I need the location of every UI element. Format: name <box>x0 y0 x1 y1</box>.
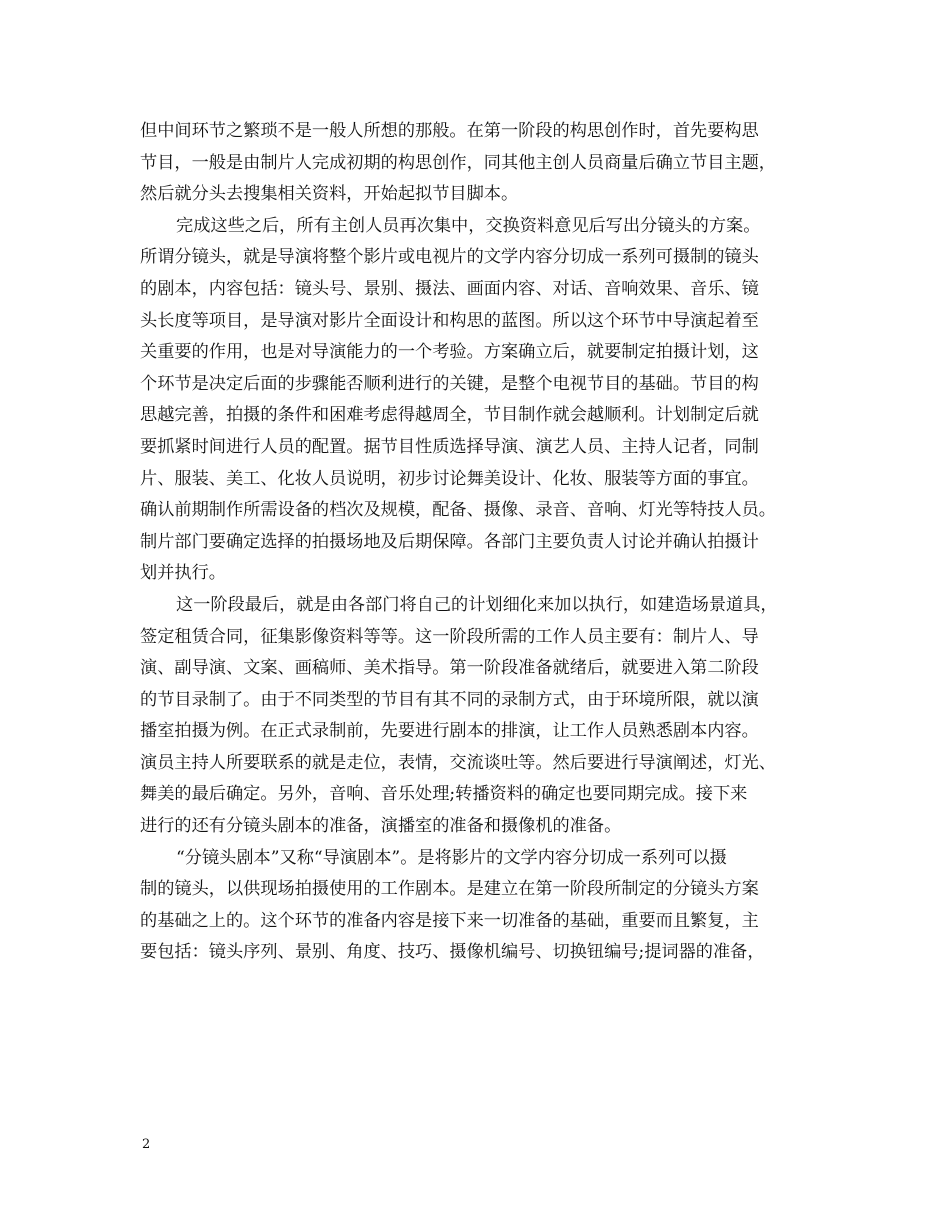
text-line: 签定租赁合同，征集影像资料等等。这一阶段所需的工作人员主要有：制片人、导 <box>140 626 759 647</box>
text-line: 播室拍摄为例。在正式录制前，先要进行剧本的排演，让工作人员熟悉剧本内容。 <box>140 721 759 742</box>
text-line: 关重要的作用，也是对导演能力的一个考验。方案确立后，就要制定拍摄计划，这 <box>140 342 759 363</box>
text-line: 要抓紧时间进行人员的配置。据节目性质选择导演、演艺人员、主持人记者，同制 <box>140 436 759 457</box>
text-line: 制的镜头，以供现场拍摄使用的工作剧本。是建立在第一阶段所制定的分镜头方案 <box>140 879 759 900</box>
text-line: 思越完善，拍摄的条件和困难考虑得越周全，节目制作就会越顺利。计划制定后就 <box>140 405 759 426</box>
text-line: 片、服装、美工、化妆人员说明，初步讨论舞美设计、化妆、服装等方面的事宜。 <box>140 468 759 489</box>
text-line: 进行的还有分镜头剧本的准备，演播室的准备和摄像机的准备。 <box>140 816 622 837</box>
body-text <box>140 116 810 969</box>
page-number: 2 <box>142 1137 151 1152</box>
text-line: “分镜头剧本”又称“导演剧本”。是将影片的文学内容分切成一系列可以摄 <box>176 847 727 868</box>
text-line: 的节目录制了。由于不同类型的节目有其不同的录制方式，由于环境所限，就以演 <box>140 689 759 710</box>
text-line: 演员主持人所要联系的就是走位，表情，交流谈吐等。然后要进行导演阐述，灯光、 <box>140 752 776 773</box>
text-line: 然后就分头去搜集相关资料，开始起拟节目脚本。 <box>140 184 519 205</box>
text-line: 要包括：镜头序列、景别、角度、技巧、摄像机编号、切换钮编号;提词器的准备， <box>140 942 765 963</box>
text-line: 的剧本，内容包括：镜头号、景别、摄法、画面内容、对话、音响效果、音乐、镜 <box>140 278 759 299</box>
text-line: 确认前期制作所需设备的档次及规模，配备、摄像、录音、音响、灯光等特技人员。 <box>140 500 776 521</box>
text-line: 节目，一般是由制片人完成初期的构思创作，同其他主创人员商量后确立节目主题， <box>140 152 776 173</box>
text-line: 但中间环节之繁琐不是一般人所想的那般。在第一阶段的构思创作时，首先要构思 <box>140 121 759 141</box>
text-line: 所谓分镜头，就是导演将整个影片或电视片的文学内容分切成一系列可摄制的镜头 <box>140 247 759 268</box>
text-line: 完成这些之后，所有主创人员再次集中，交换资料意见后写出分镜头的方案。 <box>176 215 761 236</box>
text-line: 划并执行。 <box>140 563 226 584</box>
text-line: 个环节是决定后面的步骤能否顺利进行的关键，是整个电视节目的基础。节目的构 <box>140 373 759 394</box>
text-line: 演、副导演、文案、画稿师、美术指导。第一阶段准备就绪后，就要进入第二阶段 <box>140 658 759 679</box>
text-line: 制片部门要确定选择的拍摄场地及后期保障。各部门主要负责人讨论并确认拍摄计 <box>140 531 759 552</box>
text-line: 这一阶段最后，就是由各部门将自己的计划细化来加以执行，如建造场景道具， <box>176 594 778 615</box>
text-line: 的基础之上的。这个环节的准备内容是接下来一切准备的基础，重要而且繁复，主 <box>140 910 759 931</box>
text-line: 头长度等项目，是导演对影片全面设计和构思的蓝图。所以这个环节中导演起着至 <box>140 310 759 331</box>
text-line: 舞美的最后确定。另外，音响、音乐处理;转播资料的确定也要同期完成。接下来 <box>140 784 748 805</box>
